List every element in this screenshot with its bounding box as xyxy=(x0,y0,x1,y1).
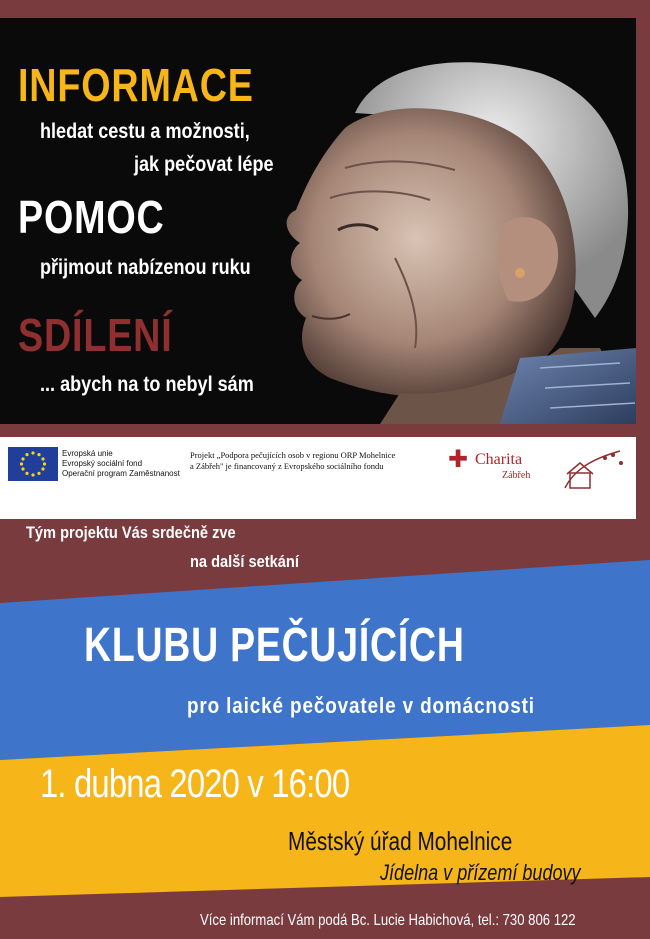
eu-flag-icon xyxy=(8,447,58,481)
eu-line-1: Evropská unie xyxy=(62,449,113,458)
heading-sdileni: SDÍLENÍ xyxy=(18,309,173,361)
subtext-informace-2: jak pečovat lépe xyxy=(134,153,274,176)
charita-name: Charita xyxy=(475,451,523,468)
event-date: 1. dubna 2020 v 16:00 xyxy=(40,762,350,806)
hero-photo-panel xyxy=(0,18,636,424)
club-title: KLUBU PEČUJÍCÍCH xyxy=(84,619,465,672)
logo-strip xyxy=(0,437,636,519)
event-room: Jídelna v přízemí budovy xyxy=(380,860,581,885)
heading-pomoc: POMOC xyxy=(18,191,165,243)
project-line-2: a Zábřeh" je financovaný z Evropského sociálního fondu xyxy=(190,461,384,471)
subtext-sdileni: ... abych na to nebyl sám xyxy=(40,373,254,396)
project-funding-text xyxy=(190,450,395,472)
charita-cross-icon: ✚ xyxy=(448,446,469,473)
eu-line-2: Evropský sociální fond xyxy=(62,459,143,468)
eu-line-3: Operační program Zaměstnanost xyxy=(62,469,180,478)
event-place: Městský úřad Mohelnice xyxy=(288,826,513,856)
project-line-1: Projekt „Podpora pečujících osob v regionu ORP Mohelnice xyxy=(190,450,396,460)
club-subtitle: pro laické pečovatele v domácnosti xyxy=(187,693,535,718)
invite-line-2: na další setkání xyxy=(190,552,299,571)
podpora-logo-icon xyxy=(555,443,630,493)
invite-line-1: Tým projektu Vás srdečně zve xyxy=(26,523,236,542)
footer-contact: Více informací Vám podá Bc. Lucie Habichová, tel.: 730 806 122 xyxy=(200,912,576,929)
subtext-pomoc: přijmout nabízenou ruku xyxy=(40,256,251,279)
heading-informace: INFORMACE xyxy=(18,59,254,111)
subtext-informace-1: hledat cestu a možnosti, xyxy=(40,120,250,143)
eu-program-text xyxy=(62,449,180,479)
charita-town: Zábřeh xyxy=(502,470,531,481)
